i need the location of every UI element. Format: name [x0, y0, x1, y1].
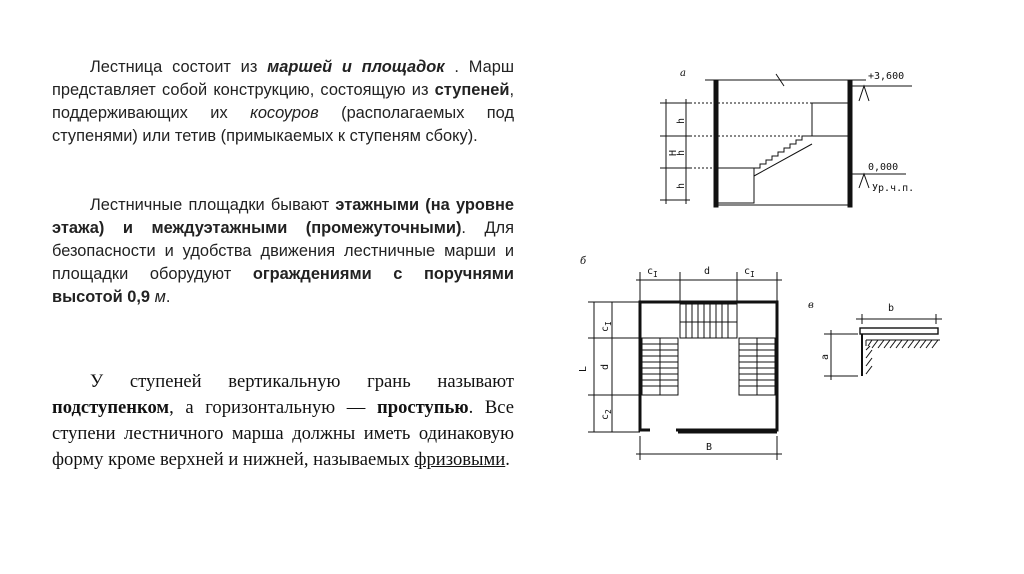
hatch	[932, 340, 938, 348]
hatch	[920, 340, 926, 348]
text-run: . Все ступени лестничного марша должны иметь одинаковую форму кроме верхней и нижней, называемых	[52, 397, 514, 470]
flight-underside	[754, 144, 812, 176]
figure-a-letter: а	[680, 68, 686, 79]
text-run: (располагаемых под ступенями) или тетив (примыкаемых к ступеням сбоку).	[52, 104, 515, 145]
hatch	[884, 340, 890, 348]
hatch	[866, 358, 872, 366]
dim-c1-right	[744, 266, 755, 279]
text-run: Лестничные площадки бывают	[90, 196, 336, 214]
label-sub: I	[604, 321, 613, 326]
hatch	[878, 340, 884, 348]
term-steps: ступеней	[434, 81, 510, 99]
label-L: L	[578, 365, 589, 372]
label-h: h	[676, 117, 687, 124]
text-run: , поддерживающих их	[52, 81, 514, 122]
level-marker-zero	[859, 174, 869, 188]
text-run: . Марш представляет собой конструкцию, состоящую из	[52, 58, 514, 99]
text-run: Лестница состоит из	[90, 58, 268, 76]
hatch	[896, 340, 902, 348]
figure-v-step-detail	[808, 300, 942, 380]
term-stringers: косоуров	[250, 104, 319, 122]
figure-v-letter: в	[808, 300, 814, 311]
lower-landing	[718, 168, 754, 203]
figure-b-letter: б	[580, 256, 587, 267]
hatch	[872, 340, 878, 348]
text-run: .	[505, 449, 510, 470]
dim-c1-left	[647, 266, 658, 279]
door-gap	[650, 428, 676, 434]
hatch	[908, 340, 914, 348]
label-sub: I	[750, 270, 755, 279]
level-zero: 0,000	[868, 162, 899, 173]
label-c: c	[744, 266, 751, 277]
step-tread	[860, 328, 938, 334]
figure-b-plan	[578, 256, 782, 460]
hatch	[902, 340, 908, 348]
label-c: c	[600, 413, 611, 420]
dim-c1-side	[600, 321, 613, 332]
label-h: h	[676, 149, 687, 156]
term-frieze: фризовыми	[414, 449, 506, 470]
stair-flight	[754, 136, 812, 168]
term-railings: ограждениями с поручнями высотой 0,9	[52, 265, 514, 306]
right-wall	[848, 80, 852, 207]
hatch	[866, 350, 872, 358]
text-run: .	[165, 288, 171, 306]
term-landing-types: этажными (на уровне этажа) и междуэтажными (промежуточными)	[52, 196, 514, 237]
left-wall	[714, 80, 718, 207]
hatch	[890, 340, 896, 348]
label-h: h	[676, 182, 687, 189]
hatch	[926, 340, 932, 348]
hatch	[866, 366, 872, 374]
dim-d-side: d	[600, 363, 611, 370]
floor-level-label: Ур.ч.п.	[872, 183, 915, 194]
text-run: У ступеней вертикальную грань называют	[90, 371, 514, 392]
hatch	[914, 340, 920, 348]
upper-landing	[812, 103, 848, 136]
label-b: b	[888, 303, 895, 314]
label-H: H	[668, 149, 679, 156]
unit-meters: м	[154, 288, 166, 306]
label-sub: I	[653, 270, 658, 279]
level-top: +3,600	[868, 71, 905, 82]
text-run: . Для безопасности и удобства движения лестничные марши и площадки оборудуют	[52, 219, 514, 283]
stairwell-walls	[640, 302, 777, 430]
dim-c2-side	[600, 409, 613, 420]
level-marker-top	[859, 86, 869, 101]
dim-d-top: d	[704, 266, 711, 277]
label-c: c	[600, 325, 611, 332]
label-c: c	[647, 266, 654, 277]
text-run: , а горизонтальную —	[169, 397, 378, 418]
label-a: a	[820, 353, 831, 360]
figure-a-section	[660, 68, 914, 207]
term-flights-landings: маршей и площадок	[267, 58, 445, 76]
label-B: B	[706, 442, 713, 453]
label-sub: 2	[604, 409, 613, 414]
hatch	[868, 340, 872, 346]
term-riser: подступенком	[52, 397, 170, 418]
term-tread: проступью	[377, 397, 469, 418]
hatch	[866, 346, 870, 350]
